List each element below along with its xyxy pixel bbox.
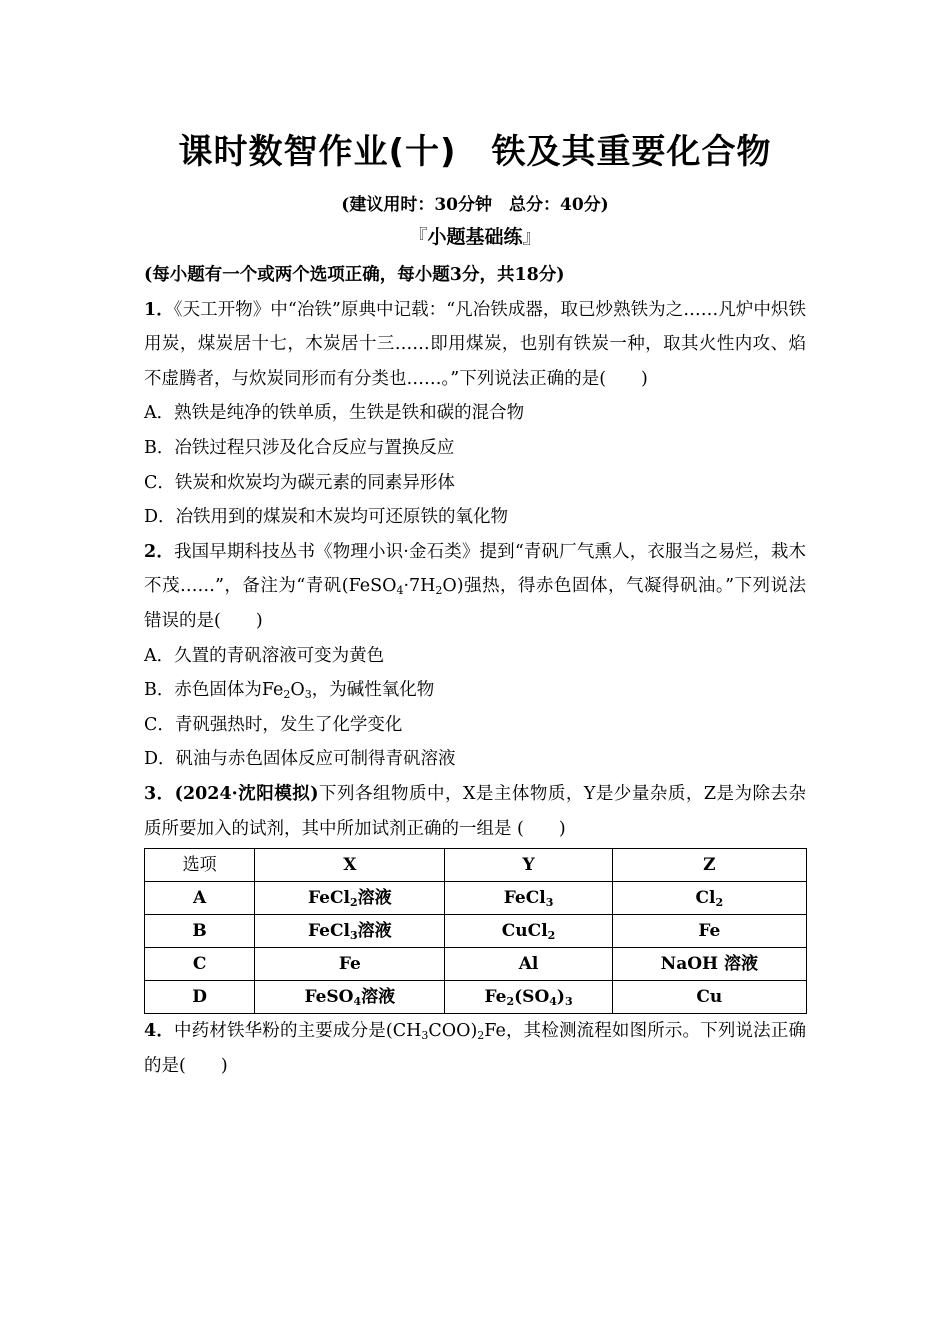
subscript: 2	[477, 1029, 485, 1043]
section-heading	[0, 222, 950, 249]
question-number: 2．	[144, 541, 174, 562]
table-row	[145, 882, 807, 915]
table-header-row	[145, 849, 807, 882]
table-cell-y: FeCl$_3$	[445, 882, 612, 915]
question-text: 下列各组物质中，X是主体物质，Y是少量杂质，Z是为除去杂质所要加入的试剂，其中所加试剂正确的一组是 ( )	[144, 783, 806, 839]
question-number: 4．	[144, 1021, 174, 1042]
option-text: ，为碱性氧化物	[311, 680, 435, 701]
question-content	[144, 258, 806, 1083]
table-cell-y: $Fe_2(SO_4)_3$	[445, 981, 612, 1014]
subscript: 2	[283, 688, 291, 702]
question-text-part1: 我国早期科技丛书《物理小识·金石类》提到“青矾厂气熏人，衣服当之易烂，栽木不茂……”，备注为“青矾(FeSO	[144, 541, 806, 597]
table-cell-x: FeCl$_3$溶液	[255, 915, 445, 948]
table-cell-x: FeSO$_4$溶液	[255, 981, 445, 1014]
table-header: Y	[445, 849, 612, 882]
table-header: X	[255, 849, 445, 882]
question-text-mid: COO)	[428, 1021, 478, 1042]
table-cell-option: D	[145, 981, 255, 1014]
instructions: (每小题有一个或两个选项正确，每小题3分，共18分)	[144, 265, 565, 285]
question-1-option-b: B．冶铁过程只涉及化合反应与置换反应	[144, 437, 455, 458]
table-cell-x: Fe	[255, 948, 445, 981]
question-text-part1: 中药材铁华粉的主要成分是(CH	[174, 1021, 422, 1042]
question-number: 1．	[144, 299, 174, 320]
subscript: 2	[435, 584, 443, 598]
question-2-option-b	[144, 673, 806, 708]
table-header: Z	[612, 849, 806, 882]
question-4-stem	[144, 1014, 806, 1083]
question-1-option-d: D．冶铁用到的煤炭和木炭均可还原铁的氧化物	[144, 507, 509, 528]
table-cell-option: B	[145, 915, 255, 948]
question-2-option-c: C．青矾强热时，发生了化学变化	[144, 714, 403, 735]
table-cell-x: FeCl$_2$溶液	[255, 882, 445, 915]
question-text-part2: O)强热，得赤色固体，气凝得矾油。”下列说法错误的是( )	[144, 576, 806, 631]
table-cell-z: Cu	[612, 981, 806, 1014]
table-row	[145, 981, 807, 1014]
section-label: 小题基础练	[427, 226, 523, 248]
question-text: 《天工开物》中“冶铁”原典中记载：“凡冶铁成器，取已炒熟铁为之……凡炉中炽铁用炭，煤炭居十七，木炭居十三……即用煤炭，也别有铁炭一种，取其火性内攻、焰不虚腾者，与炊炭同形而有分类也……。”下列说法正确的是( )	[144, 299, 806, 389]
question-2-stem	[144, 535, 806, 639]
question-1-stem	[144, 293, 806, 397]
table-cell-z: Fe	[612, 915, 806, 948]
options-table	[144, 848, 807, 1014]
option-text: B．赤色固体为Fe	[144, 680, 284, 701]
table-row	[145, 948, 807, 981]
question-text-part2: Fe，其检测流程如图所示。下列说法正确的是( )	[144, 1021, 806, 1076]
bracket-left: 『	[408, 226, 428, 248]
subscript: 4	[396, 584, 404, 598]
question-source: (2024·沈阳模拟)	[174, 783, 319, 804]
question-2-option-a: A．久置的青矾溶液可变为黄色	[144, 645, 385, 666]
question-1-option-c: C．铁炭和炊炭均为碳元素的同素异形体	[144, 472, 455, 493]
table-cell-y: CuCl$_2$	[445, 915, 612, 948]
question-text-mid: ·7H	[403, 576, 436, 597]
page-title: 课时数智作业(十) 铁及其重要化合物	[178, 132, 772, 172]
table-header: 选项	[145, 849, 255, 882]
question-number: 3．	[144, 783, 175, 804]
table-cell-option: A	[145, 882, 255, 915]
option-text: O	[290, 680, 305, 701]
question-2-option-d: D．矾油与赤色固体反应可制得青矾溶液	[144, 749, 456, 770]
subscript: 3	[421, 1029, 429, 1043]
question-3-stem	[144, 777, 806, 846]
question-1-option-a: A．熟铁是纯净的铁单质，生铁是铁和碳的混合物	[144, 403, 525, 424]
bracket-right: 』	[522, 226, 542, 248]
time-score-note: (建议用时：30分钟 总分：40分)	[341, 195, 609, 215]
table-cell-z: NaOH 溶液	[612, 948, 806, 981]
table-cell-z: $Cl_2$	[612, 882, 806, 915]
table-cell-y: Al	[445, 948, 612, 981]
subscript: 3	[304, 688, 312, 702]
table-cell-option: C	[145, 948, 255, 981]
table-row	[145, 915, 807, 948]
